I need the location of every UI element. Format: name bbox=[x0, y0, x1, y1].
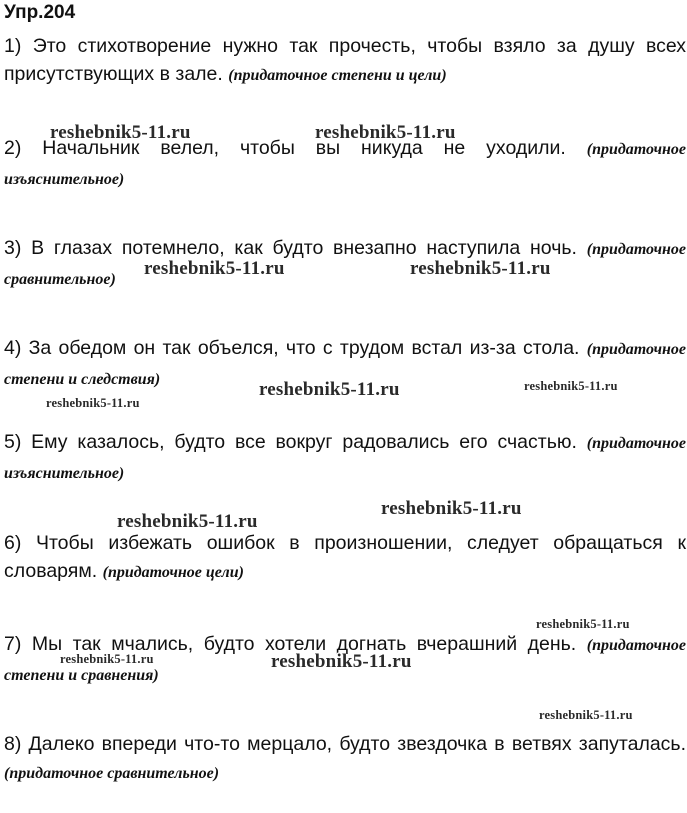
sentence-text: 2) Начальник велел, чтобы вы никуда не уходили. bbox=[4, 137, 566, 159]
watermark-text: reshebnik5-11.ru bbox=[144, 258, 285, 279]
watermark-text: reshebnik5-11.ru bbox=[46, 396, 140, 410]
clause-type-note: (придаточное цели) bbox=[102, 564, 244, 581]
sentence-text: 5) Ему казалось, будто все вокруг радовались его счастью. bbox=[4, 431, 577, 453]
watermark-text: reshebnik5-11.ru bbox=[410, 258, 551, 279]
sentence-text: 3) В глазах потемнело, как будто внезапно наступила ночь. bbox=[4, 237, 577, 259]
watermark-text: reshebnik5-11.ru bbox=[315, 122, 456, 143]
watermark-text: reshebnik5-11.ru bbox=[259, 379, 400, 400]
watermark-text: reshebnik5-11.ru bbox=[117, 511, 258, 532]
sentence-3 bbox=[4, 234, 686, 294]
watermark-text: reshebnik5-11.ru bbox=[381, 498, 522, 519]
clause-type-note: (придаточное степени и цели) bbox=[228, 67, 447, 84]
clause-type-note: (придаточное сравнительное) bbox=[4, 765, 220, 782]
sentence-5 bbox=[4, 428, 686, 488]
clause-type-note: (придаточное сравнительное) bbox=[4, 241, 687, 288]
watermark-text: reshebnik5-11.ru bbox=[271, 651, 412, 672]
clause-type-note: (придаточное степени и следствия) bbox=[4, 341, 686, 388]
sentence-text: 8) Далеко впереди что-то мерцало, будто звездочка в ветвях запуталась. bbox=[4, 733, 686, 755]
watermark-text: reshebnik5-11.ru bbox=[60, 652, 154, 666]
sentence-1 bbox=[4, 32, 686, 90]
sentence-text: 1) Это стихотворение нужно так прочесть, чтобы взяло за душу всех присутствующих в зале. bbox=[4, 35, 686, 85]
sentence-text: 7) Мы так мчались, будто хотели догнать вчерашний день. bbox=[4, 633, 577, 655]
clause-type-note: (придаточное изъяснительное) bbox=[4, 141, 686, 188]
sentence-text: 6) Чтобы избежать ошибок в произношении, следует обращаться к словарям. bbox=[4, 532, 686, 582]
sentence-8 bbox=[4, 730, 686, 788]
exercise-title: Упр.204 bbox=[4, 2, 76, 23]
watermark-text: reshebnik5-11.ru bbox=[524, 379, 618, 393]
sentence-text: 4) За обедом он так объелся, что с трудом встал из-за стола. bbox=[4, 337, 580, 359]
watermark-text: reshebnik5-11.ru bbox=[536, 617, 630, 631]
watermark-text: reshebnik5-11.ru bbox=[50, 122, 191, 143]
watermark-text: reshebnik5-11.ru bbox=[539, 708, 633, 722]
clause-type-note: (придаточное степени и сравнения) bbox=[4, 637, 687, 684]
clause-type-note: (придаточное изъяснительное) bbox=[4, 435, 687, 482]
sentence-6 bbox=[4, 529, 686, 587]
